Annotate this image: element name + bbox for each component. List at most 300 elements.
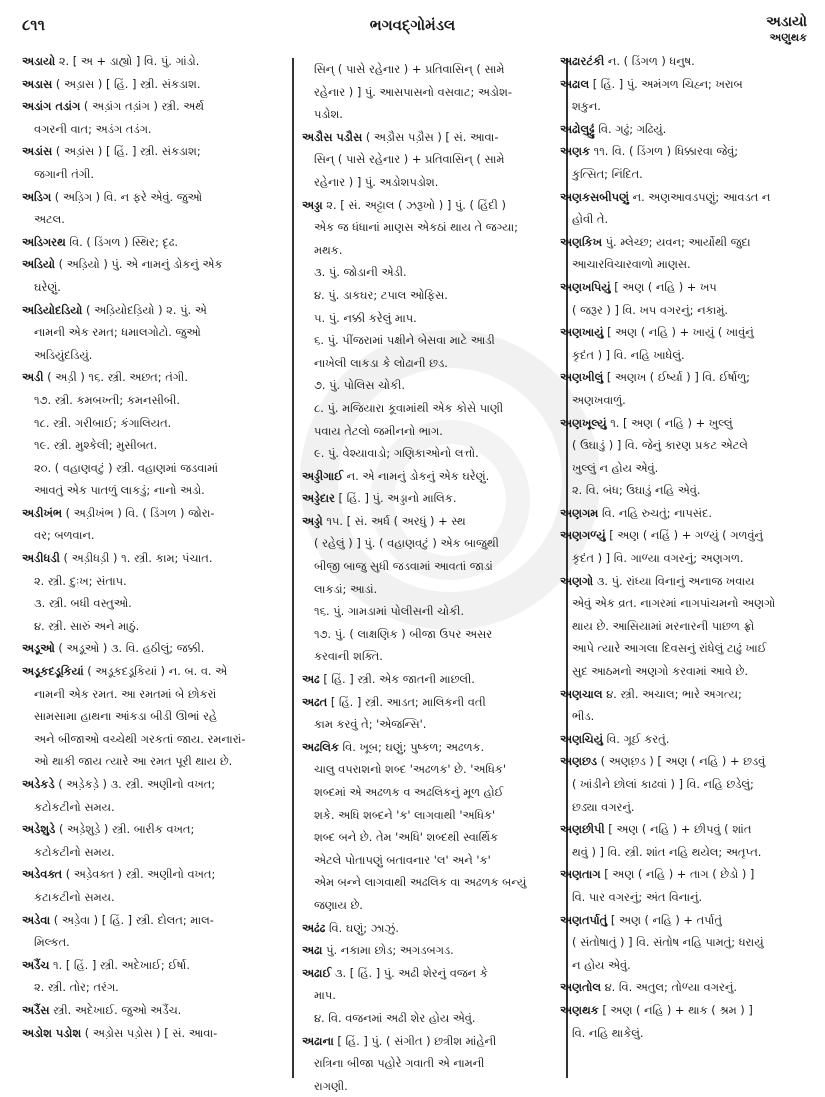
headword: અડ્ડા: [302, 197, 323, 212]
dictionary-entry: [22, 773, 272, 818]
sense-entry: [302, 397, 558, 442]
entry-line: [302, 781, 558, 804]
dictionary-entry: [560, 524, 810, 569]
definition-text: કામ કરવું તે; 'એજન્સિ'.: [314, 717, 427, 732]
definition-text: જગાની તંગી.: [34, 166, 94, 181]
definition-text: ( અડ઼ાંગ તડ઼ાંગ ) સ્ત્રી. અર્થ: [83, 99, 205, 114]
definition-text: ઘરેણું.: [34, 279, 61, 294]
definition-text: ( અડ઼ોસ પડ઼ોસ ) [ સં. આવા-: [84, 1025, 218, 1040]
entry-line: [22, 999, 272, 1022]
entry-line: [560, 796, 810, 819]
entry-line: [302, 261, 558, 284]
dictionary-entry: [22, 299, 272, 367]
headword: અડ્ડેદાર: [302, 491, 335, 506]
headword: અણખૂલ્યું: [560, 415, 607, 430]
definition-text: માપ.: [314, 988, 336, 1003]
entry-line: [302, 1030, 558, 1053]
definition-text: ઓ થાકી જાય ત્યારે આ રમત પૂરી થાય છે.: [34, 754, 233, 769]
entry-line: [302, 713, 558, 736]
entry-line: [560, 479, 810, 502]
headword: અણતર્પાતું: [560, 912, 608, 927]
column-1: [22, 50, 272, 1044]
definition-text: અને બીજાઓ વચ્ચેથી ગરકતાં જાય. રમનારાં-: [34, 731, 246, 746]
dictionary-entry: [22, 909, 272, 954]
entry-line: [560, 434, 810, 457]
headword: અણખીલું: [560, 370, 604, 385]
entry-line: [302, 578, 558, 601]
headword: અડૈંચ: [22, 957, 50, 972]
definition-text: ૨૦. ( વહાણવટું ) સ્ત્રી. વહાણમાં જડવામાં: [34, 460, 219, 475]
definition-text: ૧. [ હિં. ] સ્ત્રી. અદેખાઈ; ઈર્ષા.: [53, 957, 190, 972]
dictionary-entry: [560, 750, 810, 818]
entry-line: [302, 442, 558, 465]
entry-line: [302, 1052, 558, 1075]
dictionary-entry: [22, 547, 272, 570]
headword: અડીધડી: [22, 551, 60, 566]
entry-line: [560, 547, 810, 570]
definition-text: એમ બન્ને લાગવાથી અઢલિક વા અઢળક બન્યું: [314, 875, 527, 890]
headword: અણચાલ: [560, 686, 603, 701]
headword: અડ્ડો: [302, 513, 323, 528]
definition-text: કટોકટીનો સમય.: [34, 799, 115, 814]
headword: અડેવક્ત: [22, 867, 63, 882]
entry-line: [302, 171, 558, 194]
entry-line: [560, 976, 810, 999]
headword: અડિયો: [22, 257, 56, 272]
definition-text: એક જ ધંધાનાં માણસ એકઠાં થાય તે જગ્યા;: [314, 220, 518, 235]
definition-text: ૩. સ્ત્રી. બધી વસ્તુઓ.: [34, 596, 132, 611]
definition-text: ( જરૂર ) ] વિ. ખપ વગરનું; નકામું.: [572, 302, 729, 317]
dictionary-entry: [560, 502, 810, 525]
dictionary-entry: [560, 321, 810, 366]
entry-line: [22, 276, 272, 299]
definition-text: નાખેલી લાકડા કે લોઢાની છડ.: [314, 355, 448, 370]
definition-text: બીજી બાજુ સુધી જડવામાં આવતાં જાડાં: [314, 559, 493, 574]
running-title: ભગવદ્ગોમંડલ: [369, 16, 456, 34]
entry-line: [302, 894, 558, 917]
dictionary-entry: [22, 637, 272, 660]
headword: અડિગરથ: [22, 234, 66, 249]
dictionary-entry: [560, 570, 810, 683]
entry-line: [302, 600, 558, 623]
entry-line: [22, 637, 272, 660]
definition-text: છડ્યા વગરનું.: [572, 799, 635, 814]
headword: અણથક: [560, 1002, 599, 1017]
dictionary-entry: [560, 412, 810, 480]
definition-text: વિ. ( ડિંગળ ) સ્થિર; દૃઢ.: [69, 234, 179, 249]
dictionary-entry: [560, 186, 810, 231]
definition-text: ૧. [ અણ ( નહિ ) + ખુલ્લું: [610, 415, 733, 430]
definition-text: લાકડાં; આડાં.: [314, 581, 378, 596]
entry-line: [22, 253, 272, 276]
entry-line: [560, 231, 810, 254]
headword: અઢલિક: [302, 739, 339, 754]
entry-line: [22, 954, 272, 977]
definition-text: ૮. પું. મજિયારા કૂવામાંથી એક કોસે પાણી: [314, 400, 504, 415]
dictionary-entry: [22, 186, 272, 231]
definition-text: આપે ત્યારે આગલા દિવસનું રાંધેલું ટાઢું ખાઈ: [572, 641, 767, 656]
entry-line: [22, 886, 272, 909]
definition-text: [ હિં. ] પું. અમંગળ ચિહ્ન; ખરાબ: [592, 76, 743, 91]
definition-text: ૩. પું. રાંધ્યા વિનાનું અનાજ ખવાય: [596, 573, 755, 588]
definition-text: વિ. ખૂબ; ઘણું; પુષ્કળ; અઢળક.: [342, 739, 485, 754]
headword: અણતાગ: [560, 867, 601, 882]
headword: અઢારટંકી: [560, 54, 605, 68]
dictionary-entry: [22, 253, 272, 298]
definition-text: [ હિં. ] સ્ત્રી. આડત; માલિકની વતી: [330, 694, 486, 709]
definition-text: [ અણ ( નહિ ) + ખાયું ( ખાવુંનું: [607, 325, 754, 340]
headword: અડાંગ તડાંગ: [22, 99, 81, 114]
entry-line: [560, 592, 810, 615]
entry-line: [560, 954, 810, 977]
entry-line: [560, 637, 810, 660]
headword: અઢાઈ: [302, 965, 332, 980]
entry-line: [560, 818, 810, 841]
headword: અડાસ: [22, 76, 53, 91]
column-3: [560, 50, 810, 1044]
entry-line: [302, 736, 558, 759]
headword: અણચિયું: [560, 731, 603, 746]
headword: અડાંસ: [22, 144, 53, 159]
entry-line: [22, 750, 272, 773]
sense-entry: [302, 600, 558, 623]
headword: અણખપિયું: [560, 279, 611, 294]
sense-entry: [302, 261, 558, 284]
headword: અણકસબીપણું: [560, 189, 629, 204]
entry-line: [22, 389, 272, 412]
entry-line: [22, 299, 272, 322]
entry-line: [302, 487, 558, 510]
definition-text: ( અડ઼ૂકદડ઼ૂકિયાં ) ન. બ. વ. એ: [87, 664, 228, 679]
definition-text: અણખવાળું.: [572, 392, 626, 407]
sense-entry: [302, 1007, 558, 1030]
definition-text: [ અણ ( નહિ ) + તર્પાતું: [610, 912, 722, 927]
definition-text: થાય છે. આસિયામાં મરનારની પાછળ ફ્રો: [572, 618, 755, 633]
entry-line: [22, 818, 272, 841]
dictionary-entry: [560, 818, 810, 863]
dictionary-entry: [22, 863, 272, 908]
dictionary-entry: [302, 194, 558, 262]
entry-line: [22, 502, 272, 525]
guide-word-first: અડાયો: [766, 14, 807, 30]
definition-text: ૧૬. પું. ગામડામાં પોલીસની ચોકી.: [314, 604, 465, 619]
entry-line: [302, 984, 558, 1007]
definition-text: નામની એક રમત. આ રમતમાં બે છોકરાં: [34, 686, 217, 701]
headword: અણકિખ: [560, 234, 602, 249]
dictionary-columns: [0, 50, 825, 1093]
entry-line: [302, 804, 558, 827]
entry-line: [302, 645, 558, 668]
definition-text: ( અડ઼ૂઓ ) ૩. વિ. હઠીલું; જક્કી.: [58, 641, 205, 656]
definition-text: ( રહેલું ) ] પું. ( વહાણવટું ) એક બાજુથી: [314, 536, 499, 551]
sense-entry: [302, 374, 558, 397]
definition-text: ( અડ઼ી ) ૧૬. સ્ત્રી. અછત; તંગી.: [47, 370, 188, 385]
definition-text: ( અડ઼િગ ) વિ. ન ફરે એવું. જુઓ: [54, 189, 202, 204]
entry-line: [22, 366, 272, 389]
dictionary-entry: [22, 818, 272, 863]
entry-line: [302, 284, 558, 307]
entry-line: [560, 660, 810, 683]
definition-text: રહેનાર ) ] પું. અડોશપડોશ.: [314, 174, 439, 189]
guide-word-last: અણુથક: [769, 31, 807, 44]
entry-line: [22, 705, 272, 728]
headword: અડિગ: [22, 189, 52, 204]
definition-text: ૪. વિ. વજનમાં અઢી શેર હોય એવું.: [314, 1010, 476, 1025]
definition-text: ૭. પું. પોલિસ ચોકી.: [314, 378, 405, 393]
entry-line: [22, 841, 272, 864]
definition-text: એટલે પોતાપણું બતાવનાર 'લ' અને 'ક': [314, 852, 491, 867]
definition-text: [ હિં. ] સ્ત્રી. એક જાતની માછલી.: [323, 672, 475, 687]
definition-text: ( અડ઼ેવક્ત ) સ્ત્રી. અણીનો વખત;: [65, 867, 216, 882]
definition-text: હોવી તે.: [572, 212, 609, 227]
entry-line: [22, 570, 272, 593]
entry-line: [560, 118, 810, 141]
entry-line: [302, 103, 558, 126]
dictionary-entry: [22, 502, 272, 547]
definition-text: કટોકટીનો સમય.: [34, 844, 115, 859]
headword: અણક: [560, 144, 590, 159]
dictionary-entry: [302, 465, 558, 488]
entry-line: [560, 299, 810, 322]
dictionary-entry: [560, 366, 810, 411]
sense-entry: [302, 58, 558, 126]
definition-text: ૩. પું. જોડાની એડી.: [314, 265, 407, 280]
entry-line: [22, 796, 272, 819]
entry-line: [560, 186, 810, 209]
entry-line: [22, 412, 272, 435]
definition-text: ૨. વિ. બંધ; ઉઘાડું નહિ એવું.: [572, 483, 701, 498]
entry-line: [22, 186, 272, 209]
definition-text: સામસામા હાથના આંકડા બીડી ઊભાં રહે: [34, 709, 218, 724]
entry-line: [302, 374, 558, 397]
definition-text: [ અણ ( નહિ ) + ખપ: [614, 279, 717, 294]
dictionary-entry: [22, 73, 272, 96]
definition-text: રહેનાર ) ] પું. આસપાસનો વસવાટ; અડોશ-: [314, 84, 512, 99]
headword: અઢાલ: [560, 76, 590, 91]
entry-line: [302, 216, 558, 239]
headword: અડી: [22, 370, 44, 385]
definition-text: ૯. પું. વેશ્યાવાડો; ગણિકાઓનો લત્તો.: [314, 446, 479, 461]
headword: અણગળ્યું: [560, 528, 606, 543]
dictionary-entry: [22, 999, 272, 1022]
dictionary-entry: [22, 140, 272, 185]
definition-text: ૩. [ હિં. ] પું. અઢી શેરનું વજન કે: [334, 965, 488, 980]
definition-text: ( અડ઼ાંસ ) [ હિં. ] સ્ત્રી. સંકડાશ;: [55, 144, 201, 159]
definition-text: સુદ આઠમનો અણગો કરવામાં આવે છે.: [572, 664, 748, 679]
definition-text: ( અડ઼ેશુડ઼ે ) સ્ત્રી. બારીક વખત;: [58, 822, 195, 837]
headword: અઢ: [302, 672, 320, 687]
entry-line: [22, 660, 272, 683]
entry-line: [302, 917, 558, 940]
definition-text: ( અણછ઼ડ ) [ અણ ( નહિ ) + છડવું: [600, 754, 766, 769]
entry-line: [560, 502, 810, 525]
definition-text: કટાકટીનો સમય.: [34, 889, 115, 904]
headword: અડિયોદડિયો: [22, 302, 83, 317]
dictionary-entry: [302, 691, 558, 736]
definition-text: ન હોય એવું.: [572, 957, 631, 972]
entry-line: [560, 750, 810, 773]
definition-text: મિલ્કત.: [34, 935, 70, 950]
entry-line: [302, 58, 558, 81]
headword: અડીખંભ: [22, 505, 63, 520]
entry-line: [560, 73, 810, 96]
entry-line: [302, 871, 558, 894]
entry-line: [560, 570, 810, 593]
definition-text: ( અડ઼ૌસ પડ઼ૌસ ) [ સં. આવા-: [365, 129, 499, 144]
entry-line: [22, 863, 272, 886]
entry-line: [560, 909, 810, 932]
dictionary-entry: [560, 276, 810, 321]
sense-entry: [302, 284, 558, 307]
definition-text: આવતું એક પાતળું લાકડું; નાનો અડો.: [34, 483, 205, 498]
definition-text: વિ. નહિ રુચતું; નાપસંદ.: [601, 505, 712, 520]
definition-text: ૪. પું. ડાકઘર; ટપાલ ઓફિસ.: [314, 287, 448, 302]
headword: અડાયો: [22, 54, 56, 68]
dictionary-entry: [22, 50, 272, 73]
column-2: [292, 58, 568, 1093]
entry-line: [302, 532, 558, 555]
entry-line: [560, 95, 810, 118]
entry-line: [560, 773, 810, 796]
definition-text: ૧૭. સ્ત્રી. કમબખ્તી; કમનસીબી.: [34, 392, 180, 407]
definition-text: સિન્ ( પાસે રહેનાર ) + પ્રતિવાસિન્ ( સામે: [314, 152, 505, 167]
entry-line: [302, 397, 558, 420]
entry-line: [22, 683, 272, 706]
headword: અડ્ડીગાઈ: [302, 468, 343, 483]
entry-line: [560, 321, 810, 344]
definition-text: રાત્રિના બીજા પહોરે ગવાતી એ નામની: [314, 1056, 485, 1071]
entry-line: [302, 510, 558, 533]
entry-line: [22, 95, 272, 118]
definition-text: એવું એક વ્રત. નાગરમાં નાગપાંચમનો અણગો: [572, 596, 776, 611]
dictionary-entry: [302, 510, 558, 600]
definition-text: પું. નકામા છોડ; અગડબગડ.: [326, 943, 454, 958]
definition-text: ૫. પું. નક્કી કરેલું માપ.: [314, 310, 417, 325]
headword: અણગમ: [560, 505, 599, 520]
definition-text: રાગણી.: [314, 1078, 348, 1093]
headword: અઢત: [302, 694, 328, 709]
entry-line: [302, 126, 558, 149]
definition-text: [ હિં. ] પું. ( સંગીત ) છત્રીશ માંહેની: [337, 1033, 497, 1048]
entry-line: [302, 329, 558, 352]
dictionary-entry: [22, 95, 272, 140]
entry-line: [22, 547, 272, 570]
dictionary-entry: [560, 863, 810, 908]
entry-line: [302, 420, 558, 443]
definition-text: ( ખાંડીને છોલાં કાઢવાં ) ] વિ. નહિ છડેલું;: [572, 777, 754, 791]
entry-line: [22, 728, 272, 751]
headword: અડૂકદડૂકિયાં: [22, 664, 84, 679]
headword: અઢોલુઢ્ઢું: [560, 121, 595, 136]
headword: અણખાયું: [560, 325, 604, 340]
dictionary-entry: [560, 118, 810, 141]
dictionary-entry: [302, 126, 558, 194]
entry-line: [22, 344, 272, 367]
entry-line: [560, 50, 810, 73]
headword: અડૌસ પડૌસ: [302, 129, 363, 144]
definition-text: ૨. [ અ + ડાહ્યો ] વિ. પું. ગાંડો.: [58, 54, 200, 68]
entry-line: [560, 728, 810, 751]
dictionary-entry: [560, 73, 810, 118]
entry-line: [560, 886, 810, 909]
definition-text: આચારવિચારવાળો માણસ.: [572, 257, 691, 272]
definition-text: શકે. અધિ શબ્દને 'ક' લાગવાથી 'અધિક': [314, 807, 496, 822]
entry-line: [22, 479, 272, 502]
entry-line: [302, 81, 558, 104]
entry-line: [560, 705, 810, 728]
dictionary-entry: [302, 917, 558, 940]
headword: અડેવા: [22, 912, 51, 927]
definition-text: ( સંતોષાતું ) ] વિ. સંતોષ નહિ પામતું; ધરાયું: [572, 935, 764, 950]
definition-text: ( અડ઼ીધડ઼ી ) ૧. સ્ત્રી. કામ; પંચાત.: [63, 551, 213, 566]
dictionary-entry: [560, 231, 810, 276]
definition-text: સ્ત્રી. અદેખાઈ. જુઓ અડૈંચ.: [53, 1002, 182, 1017]
definition-text: વિ. ગૂઈ કરતું.: [606, 731, 670, 746]
definition-text: ( ઉઘાડું ) ] વિ. જેનું કારણ પ્રકટ એટલે: [572, 438, 748, 453]
definition-text: ( અડ઼ાસ ) [ હિં. ] સ્ત્રી. સંકડાશ.: [55, 76, 201, 91]
definition-text: ન. ( ડિંગળ ) ધનુષ.: [607, 54, 695, 68]
headword: અડોશ પડોશ: [22, 1025, 82, 1040]
definition-text: [ અણખ ( ઈર્ષ્યા ) ] વિ. ઈર્ષાળુ;: [606, 370, 750, 385]
guide-words: [766, 14, 807, 46]
entry-line: [22, 976, 272, 999]
definition-text: વિ. પાર વગરનું; અંત વિનાનું.: [572, 889, 703, 904]
entry-line: [560, 999, 810, 1022]
definition-text: કુત્સિત; નિંદિત.: [572, 166, 643, 181]
entry-line: [560, 253, 810, 276]
dictionary-entry: [560, 50, 810, 73]
headword: અડૈંસ: [22, 1002, 50, 1017]
dictionary-entry: [560, 976, 810, 999]
entry-line: [560, 615, 810, 638]
definition-text: ૧૧. વિ. ( ડિંગળ ) ધિક્કારવા જેવું;: [593, 144, 739, 159]
definition-text: ૧૫. [ સં. અર્ધ ( અરધું ) + સ્થ: [326, 513, 466, 528]
definition-text: [ અણ ( નહિ ) + તાગ ( છેડો ) ]: [604, 867, 755, 882]
entry-line: [302, 239, 558, 262]
dictionary-entry: [560, 999, 810, 1044]
definition-text: ૬. પું. પીંજરામાં પક્ષીને બેસવા માટે આડી: [314, 333, 495, 348]
definition-text: ચાલુ વપરાશનો શબ્દ 'અઢળક' છે. 'અધિક': [314, 762, 506, 777]
definition-text: [ અણ ( નહિ ) + થાક ( શ્રમ ) ]: [602, 1002, 753, 1017]
headword: અડેશુડે: [22, 822, 56, 837]
entry-line: [302, 668, 558, 691]
entry-line: [302, 758, 558, 781]
dictionary-entry: [22, 231, 272, 254]
entry-line: [302, 939, 558, 962]
entry-line: [22, 434, 272, 457]
definition-text: મથક.: [314, 242, 343, 257]
entry-line: [560, 366, 810, 389]
entry-line: [22, 909, 272, 932]
definition-text: ખુલ્લું ન હોય એવું.: [572, 460, 659, 475]
entry-line: [22, 73, 272, 96]
definition-text: ૨. [ સં. અટ્ટાલ ( ઝરૂખો ) ] પું. ( હિંદી ): [326, 197, 506, 212]
dictionary-entry: [302, 668, 558, 691]
dictionary-entry: [22, 366, 272, 389]
dictionary-entry: [302, 487, 558, 510]
sense-entry: [302, 623, 558, 668]
entry-line: [302, 1007, 558, 1030]
definition-text: સિન્ ( પાસે રહેનાર ) + પ્રતિવાસિન્ ( સામે: [314, 62, 505, 76]
entry-line: [22, 231, 272, 254]
sense-entry: [22, 976, 272, 999]
sense-entry: [302, 442, 558, 465]
definition-text: અડિયુંદડિયું.: [34, 347, 93, 362]
entry-line: [302, 352, 558, 375]
definition-text: થવું ) ] વિ. સ્ત્રી. શાંત નહિ થયેલ; અતૃપ્ત.: [572, 844, 762, 859]
sense-entry: [22, 592, 272, 615]
sense-entry: [302, 307, 558, 330]
